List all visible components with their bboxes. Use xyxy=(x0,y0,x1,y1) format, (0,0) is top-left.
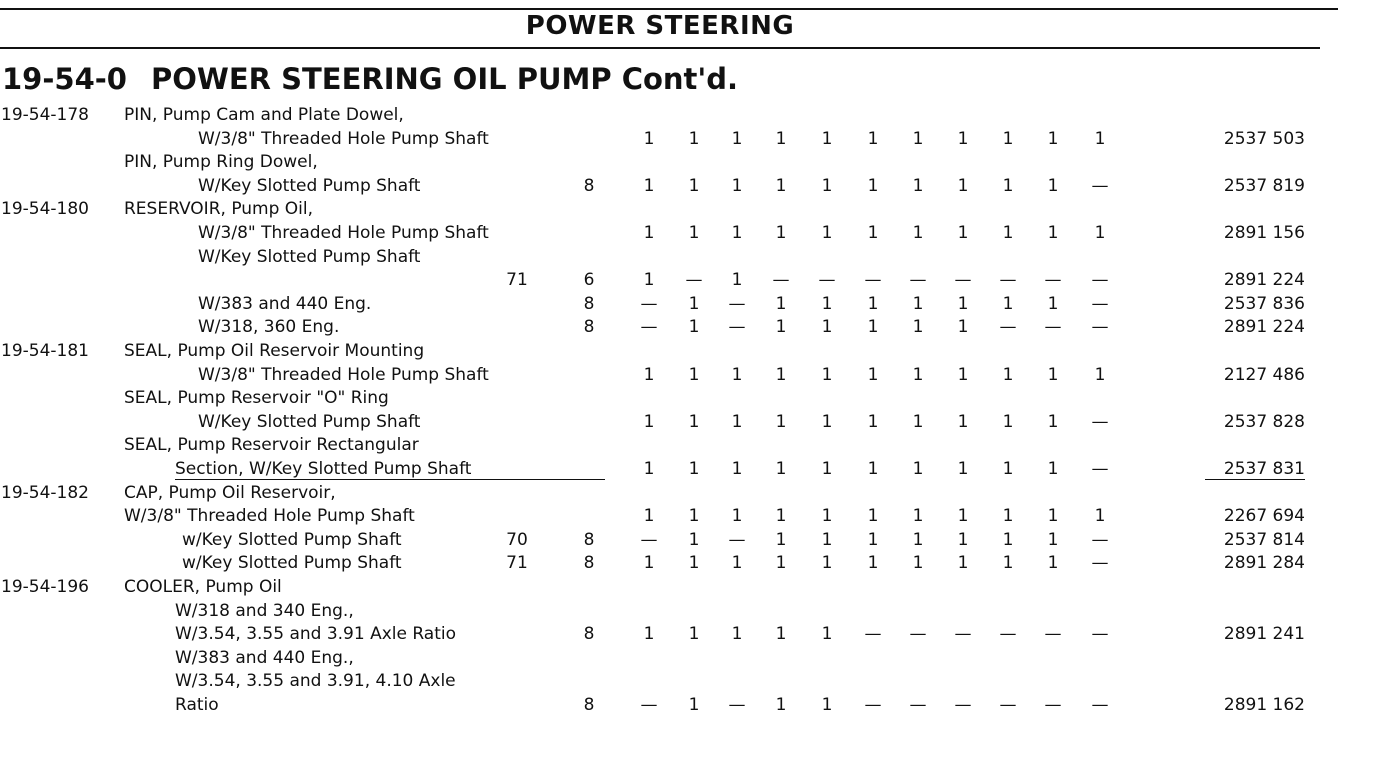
quantity-cell: 1 xyxy=(775,411,787,432)
item-description: PIN, Pump Ring Dowel, xyxy=(124,152,318,173)
quantity-cell: 1 xyxy=(775,223,787,243)
item-description: COOLER, Pump Oil xyxy=(124,577,282,597)
list-item xyxy=(0,646,1385,670)
part-number: 2537 828 xyxy=(1223,411,1305,432)
part-number: 2891 162 xyxy=(1223,695,1305,715)
list-item xyxy=(0,528,1385,552)
list-item xyxy=(0,457,1385,481)
part-number: 2891 284 xyxy=(1223,553,1305,574)
quantity-cell: 1 xyxy=(1002,529,1014,550)
quantity-cell: 1 xyxy=(1002,293,1014,314)
quantity-cell: — xyxy=(1044,624,1062,645)
quantity-cell: 1 xyxy=(821,128,833,149)
quantity-cell: 1 xyxy=(1002,411,1014,432)
quantity-cell: — xyxy=(1091,175,1109,196)
item-description: W/Key Slotted Pump Shaft xyxy=(198,411,421,432)
list-item xyxy=(0,622,1385,646)
quantity-cell: 1 xyxy=(775,695,787,715)
quantity-cell: — xyxy=(1091,553,1109,574)
quantity-cell: 1 xyxy=(867,175,879,196)
item-description: W/318, 360 Eng. xyxy=(198,317,340,338)
quantity-cell: 1 xyxy=(912,553,924,574)
model-year: 71 xyxy=(506,553,528,574)
quantity-cell: 1 xyxy=(731,364,743,385)
quantity-cell: 1 xyxy=(1002,553,1014,574)
quantity-cell: — xyxy=(954,624,972,645)
model-code: 8 xyxy=(583,624,595,645)
quantity-cell: 1 xyxy=(643,624,655,645)
reference-number: 19-54-196 xyxy=(1,577,89,597)
part-number: 2891 224 xyxy=(1223,317,1305,338)
quantity-cell: 1 xyxy=(957,459,969,479)
model-code: 8 xyxy=(583,553,595,574)
quantity-cell: 1 xyxy=(867,529,879,550)
section-title: POWER STEERING OIL PUMP Cont'd. xyxy=(150,62,739,96)
item-description: w/Key Slotted Pump Shaft xyxy=(182,553,402,574)
model-year: 71 xyxy=(506,270,528,291)
quantity-cell: — xyxy=(1091,695,1109,715)
quantity-cell: 1 xyxy=(867,128,879,149)
quantity-cell: — xyxy=(909,270,927,291)
quantity-cell: 1 xyxy=(1047,175,1059,196)
quantity-cell: — xyxy=(640,529,658,550)
part-number: 2537 831 xyxy=(1223,459,1305,479)
quantity-cell: 1 xyxy=(1047,459,1059,479)
section-number: 19-54-0 xyxy=(2,62,127,96)
list-item xyxy=(0,410,1385,434)
page-title: POWER STEERING xyxy=(525,11,795,41)
quantity-cell: — xyxy=(772,270,790,291)
list-item xyxy=(0,174,1385,198)
quantity-cell: 1 xyxy=(643,270,655,291)
part-number: 2891 224 xyxy=(1223,270,1305,291)
quantity-cell: — xyxy=(909,624,927,645)
quantity-cell: 1 xyxy=(1002,223,1014,243)
quantity-cell: 1 xyxy=(912,506,924,527)
reference-number: 19-54-180 xyxy=(1,199,89,220)
quantity-cell: 1 xyxy=(643,411,655,432)
list-item xyxy=(0,339,1385,363)
quantity-cell: 1 xyxy=(1047,553,1059,574)
quantity-cell: 1 xyxy=(731,270,743,291)
quantity-cell: 1 xyxy=(688,553,700,574)
list-item xyxy=(0,127,1385,151)
item-description: W/3/8" Threaded Hole Pump Shaft xyxy=(198,223,489,243)
list-item xyxy=(0,669,1385,693)
quantity-cell: 1 xyxy=(867,411,879,432)
quantity-cell: 1 xyxy=(643,364,655,385)
item-description: CAP, Pump Oil Reservoir, xyxy=(124,482,336,503)
list-item xyxy=(0,268,1385,292)
list-item xyxy=(0,386,1385,410)
quantity-cell: 1 xyxy=(1094,364,1106,385)
quantity-cell: — xyxy=(728,695,746,715)
quantity-cell: 1 xyxy=(688,624,700,645)
quantity-cell: 1 xyxy=(688,223,700,243)
model-year: 70 xyxy=(506,529,528,550)
list-item xyxy=(0,504,1385,528)
quantity-cell: 1 xyxy=(912,293,924,314)
item-description: Section, W/Key Slotted Pump Shaft xyxy=(175,459,472,479)
quantity-cell: 1 xyxy=(912,175,924,196)
quantity-cell: 1 xyxy=(1094,128,1106,149)
quantity-cell: 1 xyxy=(1002,364,1014,385)
reference-number: 19-54-182 xyxy=(1,482,89,503)
item-description: W/3.54, 3.55 and 3.91 Axle Ratio xyxy=(175,624,457,645)
list-item xyxy=(0,221,1385,245)
quantity-cell: 1 xyxy=(775,624,787,645)
item-description: SEAL, Pump Reservoir Rectangular xyxy=(124,435,419,456)
quantity-cell: 1 xyxy=(643,223,655,243)
quantity-cell: — xyxy=(640,317,658,338)
quantity-cell: 1 xyxy=(731,506,743,527)
part-number: 2537 836 xyxy=(1223,293,1305,314)
list-item xyxy=(0,197,1385,221)
quantity-cell: 1 xyxy=(912,128,924,149)
quantity-cell: 1 xyxy=(688,411,700,432)
quantity-cell: 1 xyxy=(688,459,700,479)
quantity-cell: — xyxy=(1091,529,1109,550)
quantity-cell: 1 xyxy=(775,506,787,527)
quantity-cell: 1 xyxy=(731,553,743,574)
item-description: W/3/8" Threaded Hole Pump Shaft xyxy=(198,364,489,385)
quantity-cell: 1 xyxy=(1002,175,1014,196)
quantity-cell: — xyxy=(1044,270,1062,291)
item-description: Ratio xyxy=(175,695,219,715)
list-item xyxy=(0,551,1385,575)
quantity-cell: 1 xyxy=(1047,364,1059,385)
quantity-cell: — xyxy=(1091,270,1109,291)
quantity-cell: 1 xyxy=(957,175,969,196)
quantity-cell: 1 xyxy=(775,175,787,196)
quantity-cell: — xyxy=(1091,411,1109,432)
quantity-cell: 1 xyxy=(1094,223,1106,243)
quantity-cell: 1 xyxy=(1047,128,1059,149)
quantity-cell: 1 xyxy=(1002,459,1014,479)
item-description: PIN, Pump Cam and Plate Dowel, xyxy=(124,105,404,125)
item-description: W/3/8" Threaded Hole Pump Shaft xyxy=(124,506,415,527)
quantity-cell: 1 xyxy=(957,223,969,243)
quantity-cell: 1 xyxy=(1047,529,1059,550)
quantity-cell: 1 xyxy=(1094,506,1106,527)
model-code: 8 xyxy=(583,317,595,338)
quantity-cell: — xyxy=(864,270,882,291)
quantity-cell: 1 xyxy=(821,553,833,574)
model-code: 6 xyxy=(583,270,595,291)
quantity-cell: 1 xyxy=(867,317,879,338)
quantity-cell: 1 xyxy=(821,459,833,479)
quantity-cell: 1 xyxy=(1002,128,1014,149)
list-item xyxy=(0,575,1385,599)
quantity-cell: 1 xyxy=(957,411,969,432)
quantity-cell: 1 xyxy=(1047,411,1059,432)
list-item xyxy=(0,433,1385,457)
quantity-cell: — xyxy=(728,529,746,550)
quantity-cell: 1 xyxy=(688,128,700,149)
quantity-cell: 1 xyxy=(688,293,700,314)
part-number: 2891 241 xyxy=(1223,624,1305,645)
quantity-cell: 1 xyxy=(1047,506,1059,527)
item-description: SEAL, Pump Reservoir "O" Ring xyxy=(124,388,389,409)
quantity-cell: 1 xyxy=(821,223,833,243)
quantity-cell: — xyxy=(954,695,972,715)
quantity-cell: 1 xyxy=(912,223,924,243)
quantity-cell: 1 xyxy=(1047,293,1059,314)
list-item xyxy=(0,599,1385,623)
quantity-cell: — xyxy=(864,624,882,645)
model-code: 8 xyxy=(583,293,595,314)
quantity-cell: 1 xyxy=(1002,506,1014,527)
quantity-cell: 1 xyxy=(775,529,787,550)
quantity-cell: — xyxy=(954,270,972,291)
item-description: W/3/8" Threaded Hole Pump Shaft xyxy=(198,128,489,149)
quantity-cell: 1 xyxy=(775,293,787,314)
item-description: W/Key Slotted Pump Shaft xyxy=(198,246,421,267)
quantity-cell: — xyxy=(1091,624,1109,645)
quantity-cell: 1 xyxy=(821,506,833,527)
list-item xyxy=(0,481,1385,505)
quantity-cell: 1 xyxy=(775,553,787,574)
quantity-cell: 1 xyxy=(867,553,879,574)
quantity-cell: — xyxy=(909,695,927,715)
quantity-cell: 1 xyxy=(688,175,700,196)
model-code: 8 xyxy=(583,175,595,196)
part-number: 2537 503 xyxy=(1223,128,1305,149)
quantity-cell: — xyxy=(999,270,1017,291)
part-number: 2537 814 xyxy=(1223,529,1305,550)
top-rule xyxy=(0,8,1338,10)
quantity-cell: 1 xyxy=(731,128,743,149)
quantity-cell: 1 xyxy=(821,175,833,196)
list-item xyxy=(0,103,1385,127)
quantity-cell: 1 xyxy=(957,128,969,149)
item-description: W/3.54, 3.55 and 3.91, 4.10 Axle xyxy=(175,671,456,692)
quantity-cell: 1 xyxy=(688,506,700,527)
quantity-cell: 1 xyxy=(731,411,743,432)
quantity-cell: 1 xyxy=(957,317,969,338)
model-code: 8 xyxy=(583,529,595,550)
list-item xyxy=(0,150,1385,174)
quantity-cell: 1 xyxy=(731,624,743,645)
quantity-cell: 1 xyxy=(867,293,879,314)
quantity-cell: — xyxy=(640,695,658,715)
quantity-cell: 1 xyxy=(643,459,655,479)
quantity-cell: 1 xyxy=(912,411,924,432)
part-number: 2267 694 xyxy=(1223,506,1305,527)
quantity-cell: — xyxy=(1091,459,1109,479)
list-item xyxy=(0,693,1385,717)
quantity-cell: 1 xyxy=(775,128,787,149)
quantity-cell: — xyxy=(1091,293,1109,314)
quantity-cell: — xyxy=(685,270,703,291)
quantity-cell: 1 xyxy=(688,695,700,715)
reference-number: 19-54-181 xyxy=(1,341,89,361)
quantity-cell: 1 xyxy=(821,624,833,645)
quantity-cell: — xyxy=(1044,317,1062,338)
quantity-cell: — xyxy=(999,695,1017,715)
quantity-cell: — xyxy=(1044,695,1062,715)
quantity-cell: 1 xyxy=(731,223,743,243)
item-description: W/318 and 340 Eng., xyxy=(175,600,354,621)
quantity-cell: — xyxy=(1091,317,1109,338)
list-item xyxy=(0,315,1385,339)
item-description: W/383 and 440 Eng. xyxy=(198,293,372,314)
quantity-cell: — xyxy=(640,293,658,314)
part-number: 2891 156 xyxy=(1223,223,1305,243)
quantity-cell: 1 xyxy=(821,411,833,432)
quantity-cell: 1 xyxy=(688,364,700,385)
quantity-cell: — xyxy=(864,695,882,715)
quantity-cell: — xyxy=(818,270,836,291)
quantity-cell: 1 xyxy=(731,175,743,196)
quantity-cell: 1 xyxy=(821,293,833,314)
model-code: 8 xyxy=(583,695,595,715)
quantity-cell: 1 xyxy=(867,506,879,527)
quantity-cell: 1 xyxy=(643,128,655,149)
quantity-cell: 1 xyxy=(821,529,833,550)
quantity-cell: 1 xyxy=(688,317,700,338)
list-item xyxy=(0,363,1385,387)
item-description: w/Key Slotted Pump Shaft xyxy=(182,529,402,550)
quantity-cell: 1 xyxy=(688,529,700,550)
quantity-cell: 1 xyxy=(957,529,969,550)
quantity-cell: 1 xyxy=(957,364,969,385)
quantity-cell: 1 xyxy=(775,459,787,479)
quantity-cell: 1 xyxy=(867,364,879,385)
quantity-cell: 1 xyxy=(821,695,833,715)
quantity-cell: 1 xyxy=(867,223,879,243)
quantity-cell: 1 xyxy=(912,317,924,338)
section-heading xyxy=(2,62,738,96)
quantity-cell: 1 xyxy=(912,459,924,479)
item-description: W/383 and 440 Eng., xyxy=(175,647,354,668)
reference-number: 19-54-178 xyxy=(1,105,89,125)
quantity-cell: 1 xyxy=(775,317,787,338)
item-description: RESERVOIR, Pump Oil, xyxy=(124,199,314,220)
quantity-cell: — xyxy=(728,317,746,338)
quantity-cell: 1 xyxy=(1047,223,1059,243)
item-description: W/Key Slotted Pump Shaft xyxy=(198,175,421,196)
item-description: SEAL, Pump Oil Reservoir Mounting xyxy=(124,341,425,361)
quantity-cell: 1 xyxy=(731,459,743,479)
quantity-cell: 1 xyxy=(775,364,787,385)
title-rule xyxy=(0,47,1320,49)
quantity-cell: 1 xyxy=(867,459,879,479)
quantity-cell: 1 xyxy=(957,553,969,574)
quantity-cell: — xyxy=(999,624,1017,645)
quantity-cell: 1 xyxy=(643,553,655,574)
part-number: 2127 486 xyxy=(1223,364,1305,385)
quantity-cell: 1 xyxy=(821,317,833,338)
quantity-cell: 1 xyxy=(957,506,969,527)
quantity-cell: 1 xyxy=(957,293,969,314)
part-number: 2537 819 xyxy=(1223,175,1305,196)
quantity-cell: 1 xyxy=(912,529,924,550)
quantity-cell: — xyxy=(728,293,746,314)
list-item xyxy=(0,292,1385,316)
quantity-cell: 1 xyxy=(821,364,833,385)
quantity-cell: 1 xyxy=(643,175,655,196)
quantity-cell: 1 xyxy=(643,506,655,527)
quantity-cell: 1 xyxy=(912,364,924,385)
quantity-cell: — xyxy=(999,317,1017,338)
list-item xyxy=(0,245,1385,269)
